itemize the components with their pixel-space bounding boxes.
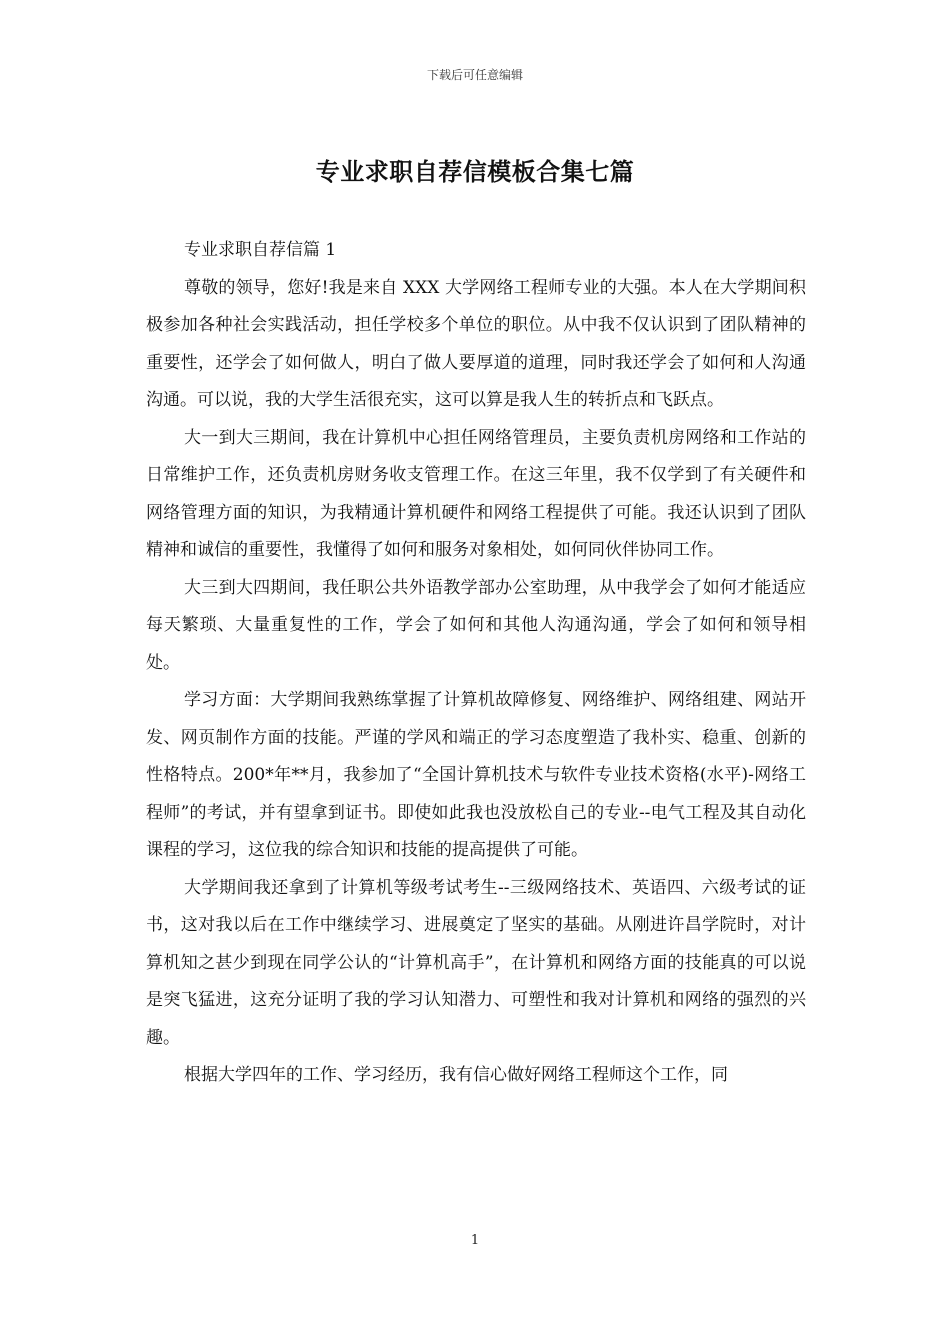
section-heading: 专业求职自荐信篇 1 [184,240,337,260]
header-note: 下载后可任意编辑 [426,68,523,82]
paragraph-1: 尊敬的领导，您好!我是来自 XXX 大学网络工程师专业的大强。本人在大学期间积极参加各种社会实践活动，担任学校多个单位的职位。从中我不仅认识到了团队精神的重要性，还学会了如何做人，明白了做人要厚道的道理，同时我还学会了如何和人沟通沟通。可以说，我的大学生活很充实，这可以算是我人生的转折点和飞跃点。 [146,277,806,410]
paragraph-3: 大三到大四期间，我任职公共外语教学部办公室助理，从中我学会了如何才能适应每天繁琐、大量重复性的工作，学会了如何和其他人沟通沟通，学会了如何和领导相处。 [146,577,806,673]
paragraph-2: 大一到大三期间，我在计算机中心担任网络管理员，主要负责机房网络和工作站的日常维护工作，还负责机房财务收支管理工作。在这三年里，我不仅学到了有关硬件和网络管理方面的知识，为我精通计算机硬件和网络工程提供了可能。我还认识到了团队精神和诚信的重要性，我懂得了如何和服务对象相处，如何同伙伴协同工作。 [146,427,806,560]
document-body [146,232,806,1095]
document-title: 专业求职自荐信模板合集七篇 [315,158,635,186]
page-number: 1 [470,1233,480,1248]
paragraph-5: 大学期间我还拿到了计算机等级考试考生--三级网络技术、英语四、六级考试的证书，这对我以后在工作中继续学习、进展奠定了坚实的基础。从刚进许昌学院时，对计算机知之甚少到现在同学公认的“计算机高手”，在计算机和网络方面的技能真的可以说是突飞猛进，这充分证明了我的学习认知潜力、可塑性和我对计算机和网络的强烈的兴趣。 [146,877,806,1048]
paragraph-6: 根据大学四年的工作、学习经历，我有信心做好网络工程师这个工作，同 [184,1065,728,1085]
paragraph-4: 学习方面：大学期间我熟练掌握了计算机故障修复、网络维护、网络组建、网站开发、网页制作方面的技能。严谨的学风和端正的学习态度塑造了我朴实、稳重、创新的性格特点。200*年**月，我参加了“全国计算机技术与软件专业技术资格(水平)-网络工程师”的考试，并有望拿到证书。即使如此我也没放松自己的专业--电气工程及其自动化课程的学习，这位我的综合知识和技能的提高提供了可能。 [146,690,806,860]
